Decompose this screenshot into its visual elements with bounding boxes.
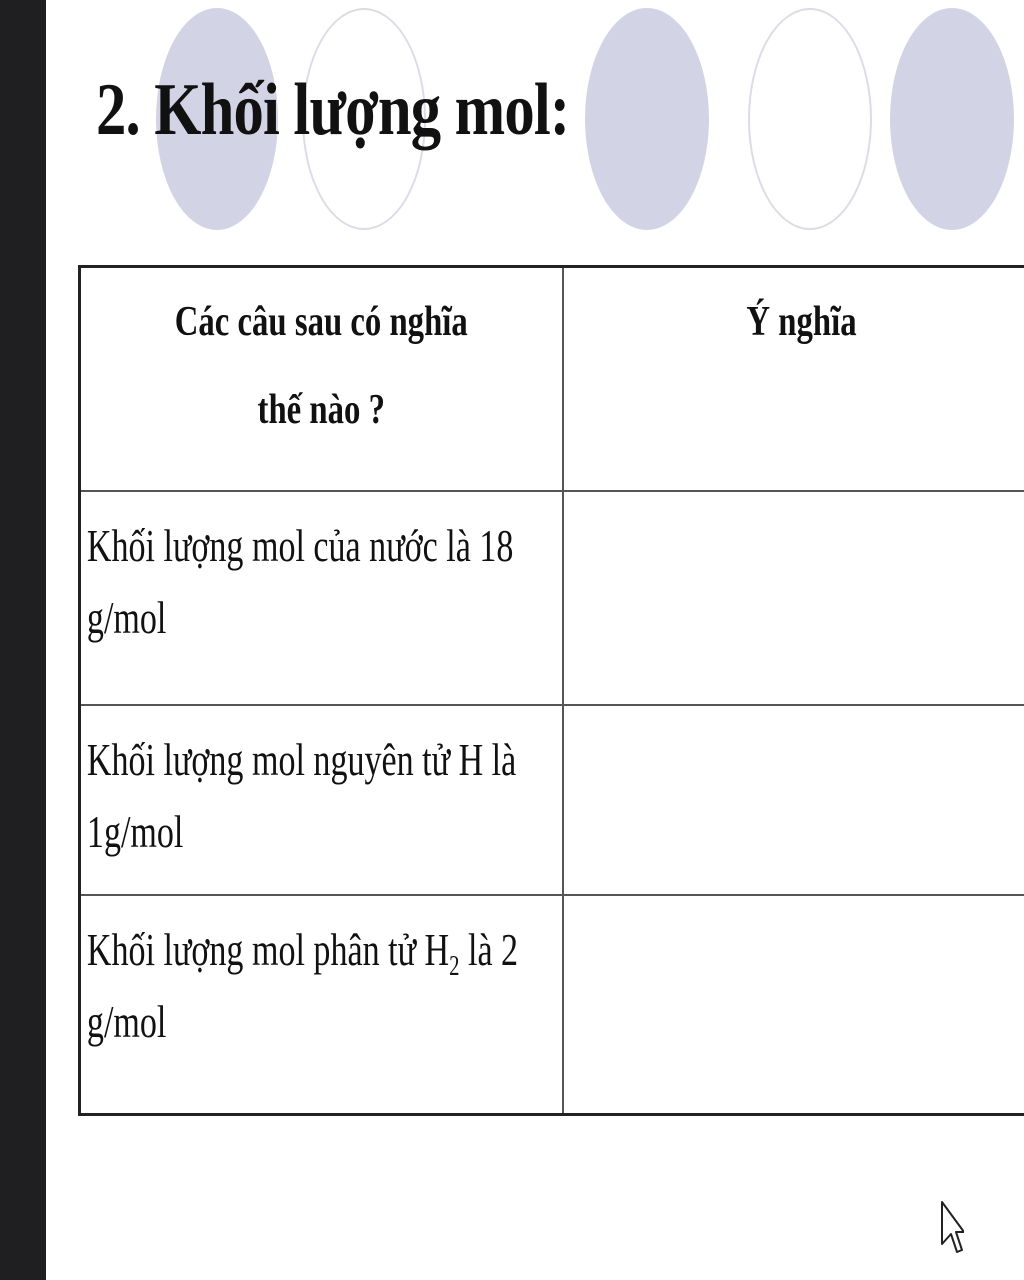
row-text-line2: g/mol bbox=[86, 591, 167, 643]
decorative-circle bbox=[890, 8, 1014, 230]
row-text-line1: Khối lượng mol của nước là 18 bbox=[86, 519, 514, 571]
slide bbox=[46, 0, 1024, 1280]
header-meaning: Ý nghĩa bbox=[745, 299, 857, 345]
meaning-cell[interactable] bbox=[563, 895, 1024, 1115]
row-text-line1 bbox=[86, 914, 519, 986]
row-text-line2: g/mol bbox=[86, 995, 167, 1047]
header-cell-meaning bbox=[563, 267, 1024, 491]
table-row bbox=[80, 705, 1024, 895]
question-cell bbox=[80, 705, 563, 895]
question-cell bbox=[80, 895, 563, 1115]
row-text-main: Khối lượng mol phân tử H bbox=[86, 923, 450, 975]
mouse-pointer-icon bbox=[940, 1200, 964, 1256]
meaning-cell[interactable] bbox=[563, 705, 1024, 895]
question-table bbox=[78, 265, 1024, 1116]
decorative-circle bbox=[585, 8, 709, 230]
table-header-row bbox=[80, 267, 1024, 491]
decorative-circle bbox=[748, 8, 872, 230]
header-question-line1: Các câu sau có nghĩa bbox=[174, 299, 468, 345]
row-text-line1: Khối lượng mol nguyên tử H là bbox=[86, 733, 517, 785]
table-row bbox=[80, 895, 1024, 1115]
question-cell bbox=[80, 491, 563, 705]
row-text-tail: là 2 bbox=[459, 923, 519, 975]
subscript-2: 2 bbox=[449, 950, 460, 982]
row-text-line2: 1g/mol bbox=[86, 805, 184, 857]
header-cell-question bbox=[80, 267, 563, 491]
header-question-line2: thế nào ? bbox=[257, 387, 385, 433]
slide-title: 2. Khối lượng mol: bbox=[96, 69, 570, 151]
table-row bbox=[80, 491, 1024, 705]
meaning-cell[interactable] bbox=[563, 491, 1024, 705]
